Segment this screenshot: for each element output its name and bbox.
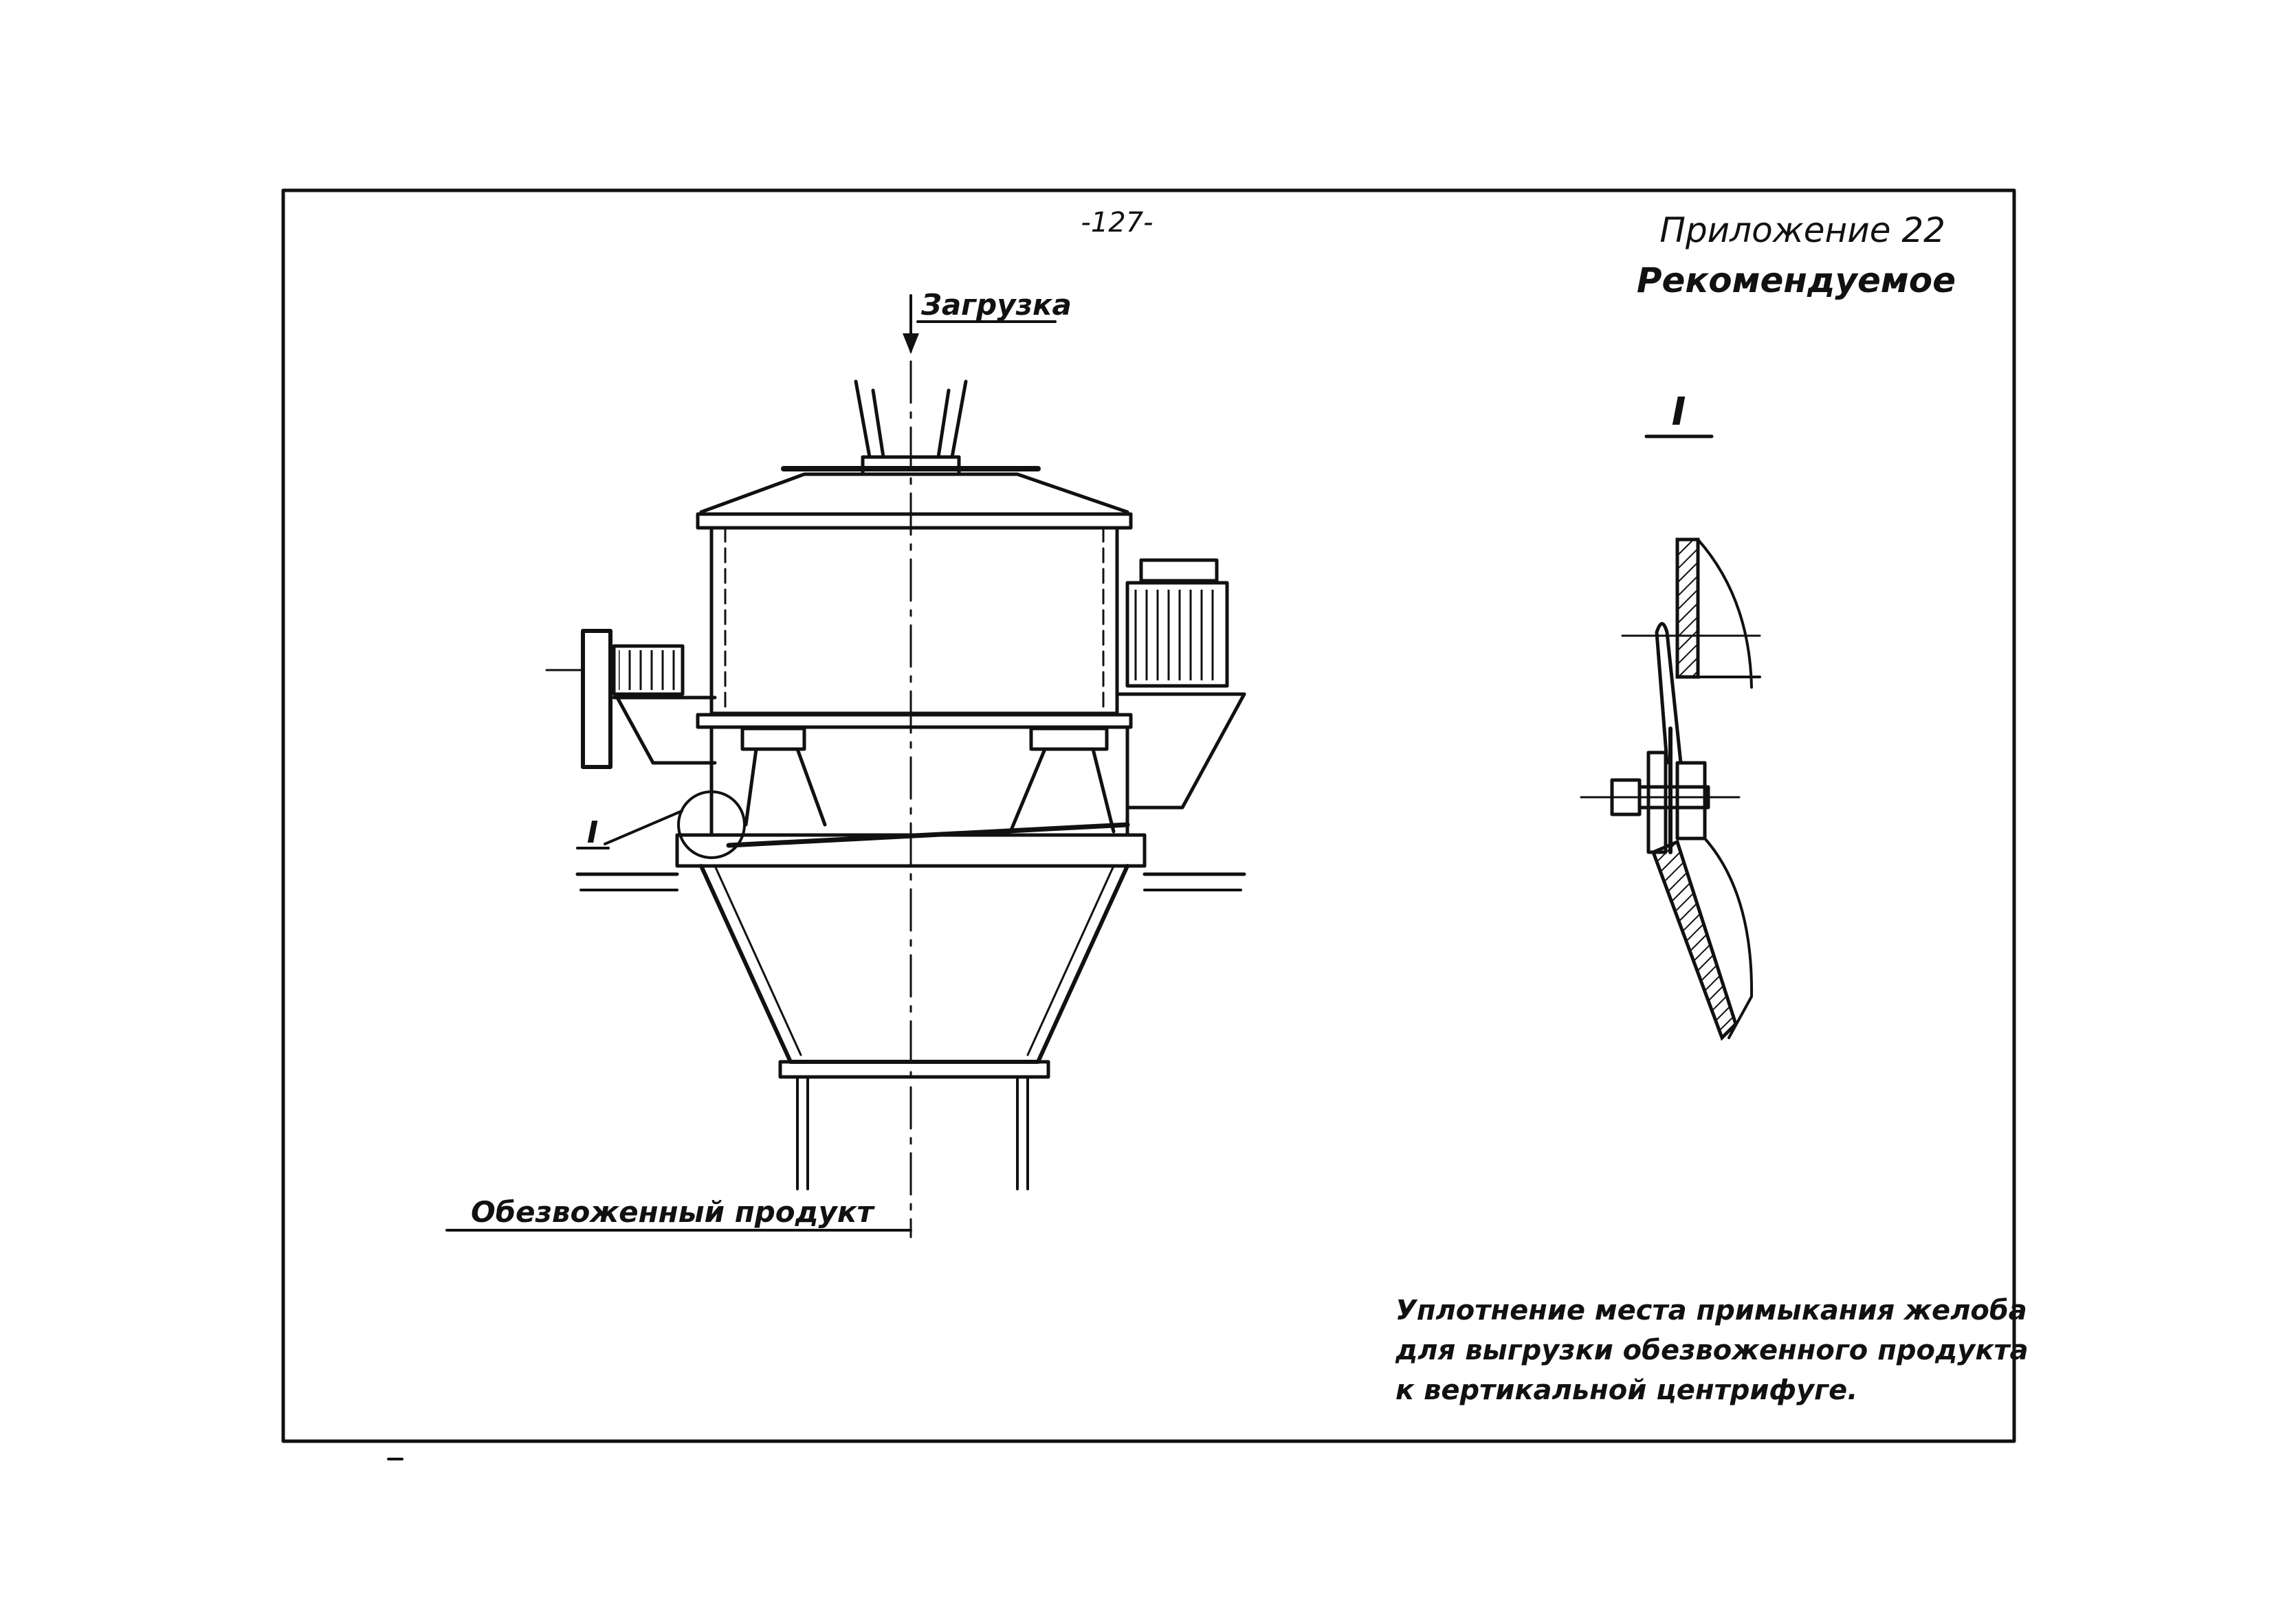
detail-title: I <box>1671 390 1686 434</box>
left-pulley <box>583 631 610 767</box>
right-support <box>1011 749 1114 832</box>
drawing-frame <box>283 190 2014 1441</box>
casing-bottom-rim <box>698 715 1131 727</box>
detail-callout-label: I <box>586 815 599 850</box>
right-support-cap <box>1031 728 1107 749</box>
collecting-tray <box>711 728 1127 835</box>
centrifuge-casing <box>711 528 1117 713</box>
right-motor-ribs <box>1134 590 1222 680</box>
inlet-arrow-head <box>903 333 919 354</box>
detail-callout-leader <box>605 811 682 844</box>
detail-upper-wall <box>1677 540 1698 677</box>
detail-upper-contour <box>1698 540 1752 687</box>
detail-washer-left <box>1648 753 1666 852</box>
cover-rim <box>698 514 1131 528</box>
right-bracket <box>1127 694 1244 808</box>
caption-line-1: Уплотнение места примыкания желоба <box>1395 1295 2027 1326</box>
left-bracket <box>617 698 715 763</box>
centrifuge-main-view <box>447 288 1244 1237</box>
discharge-chute <box>701 866 1127 1062</box>
left-support <box>746 749 825 825</box>
casing-cover <box>701 474 1127 512</box>
chute-flange <box>780 1062 1048 1077</box>
appendix-label: Приложение 22 <box>1659 210 1945 250</box>
caption-line-3: к вертикальной центрифуге. <box>1395 1375 1858 1406</box>
inlet-label: Загрузка <box>921 288 1072 322</box>
discharge-pipe <box>797 1077 1028 1189</box>
detail-nut <box>1677 763 1705 838</box>
outlet-label: Обезвоженный продукт <box>471 1195 874 1229</box>
left-motor-ribs <box>619 650 679 690</box>
caption-line-2: для выгрузки обезвоженного продукта <box>1395 1335 2029 1366</box>
page-number: -127- <box>1081 207 1153 238</box>
detail-view <box>1581 390 1760 1038</box>
appendix-status: Рекомендуемое <box>1636 260 1956 300</box>
detail-lower-wall <box>1653 842 1736 1038</box>
right-motor-cap <box>1141 560 1217 581</box>
left-support-cap <box>742 728 804 749</box>
